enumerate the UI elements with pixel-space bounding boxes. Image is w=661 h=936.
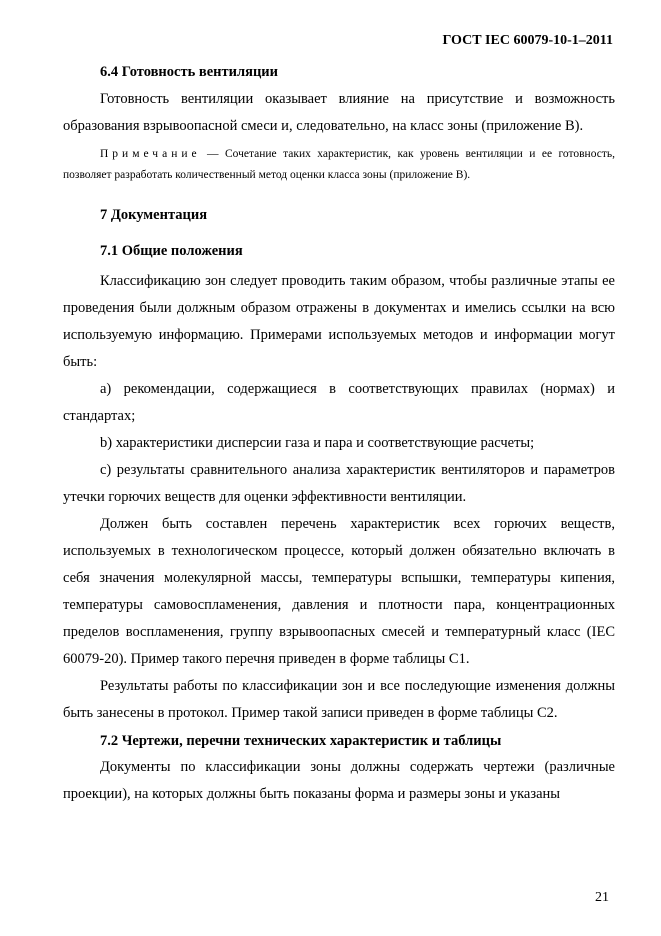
page-number: 21 xyxy=(595,890,609,905)
standard-header: ГОСТ IEC 60079-10-1–2011 xyxy=(442,33,613,48)
note-text: Сочетание таких характеристик, как уровень вентиляции и ее готовность, позволяет разработать количественный метод оценки класса зоны (приложение В). xyxy=(63,148,615,181)
section-7-2-title: 7.2 Чертежи, перечни технических характеристик и таблицы xyxy=(100,733,502,749)
section-7-1-paragraph-1: Классификацию зон следует проводить таким образом, чтобы различные этапы ее проведения были должным образом отражены в документах и имелись ссылки на всю используемую информацию. Примерами используемых методов и информации могут быть: xyxy=(63,273,615,370)
note-dash: — xyxy=(200,148,225,160)
section-7-2-paragraph: Документы по классификации зоны должны содержать чертежи (различные проекции), на которых должны быть показаны форма и размеры зоны и указаны xyxy=(63,759,615,802)
note-label: Примечание xyxy=(100,148,201,160)
page-content xyxy=(63,62,615,808)
list-item-c: с) результаты сравнительного анализа характеристик вентиляторов и параметров утечки горючих веществ для оценки эффективности вентиляции. xyxy=(63,462,615,505)
section-7-title: 7 Документация xyxy=(100,207,208,223)
section-7-1-paragraph-2: Должен быть составлен перечень характеристик всех горючих веществ, используемых в технологическом процессе, который должен обязательно включать в себя значения молекулярной массы, температуры вспышки, температуры кипения, температуры самовоспламенения, давления и плотности пара, концентрационных пределов воспламенения, группу взрывоопасных смесей и температурный класс (IEC 60079-20). Пример такого перечня приведен в форме таблицы С1. xyxy=(63,516,615,667)
section-6-4-note xyxy=(63,144,615,186)
section-7-1-title: 7.1 Общие положения xyxy=(100,243,243,259)
list-item-b: b) характеристики дисперсии газа и пара и соответствующие расчеты; xyxy=(100,435,535,451)
section-6-4-paragraph: Готовность вентиляции оказывает влияние на присутствие и возможность образования взрывоопасной смеси и, следовательно, на класс зоны (приложение В). xyxy=(63,91,615,134)
section-6-4-title: 6.4 Готовность вентиляции xyxy=(100,64,279,80)
list-item-a: а) рекомендации, содержащиеся в соответствующих правилах (нормах) и стандартах; xyxy=(63,381,615,424)
section-7-1-paragraph-3: Результаты работы по классификации зон и все последующие изменения должны быть занесены в протокол. Пример такой записи приведен в форме таблицы С2. xyxy=(63,678,615,721)
